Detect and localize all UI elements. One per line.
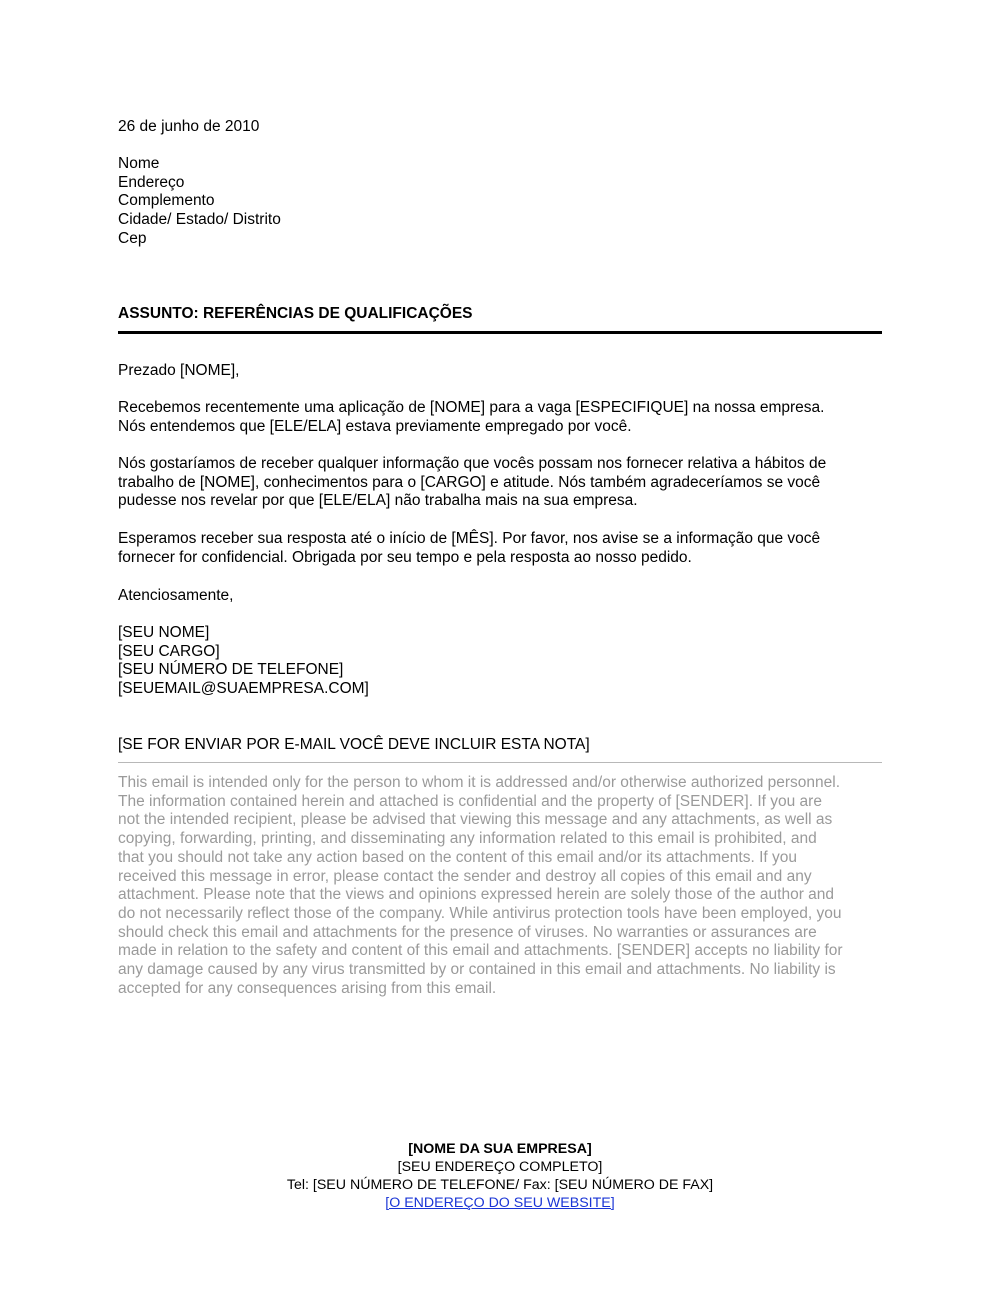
- signature-name: [SEU NOME]: [118, 624, 210, 641]
- footer-website-link[interactable]: [O ENDEREÇO DO SEU WEBSITE]: [385, 1195, 615, 1211]
- paragraph-line: trabalho de [NOME], conhecimentos para o [CARGO] e atitude. Nós também agradeceríamos se você: [118, 473, 821, 491]
- letter-page: [118, 0, 882, 1290]
- disclaimer-line: made in relation to the safety and content of this email and attachments. [SENDER] accepts no liability for: [118, 942, 843, 960]
- disclaimer-line: do not necessarily reflect those of the company. While antivirus protection tools have been employed, you: [118, 904, 842, 922]
- paragraph-line: Esperamos receber sua resposta até o início de [MÊS]. Por favor, nos avise se a informação que você: [118, 530, 821, 547]
- subject-divider: [118, 331, 882, 334]
- signature-phone: [SEU NÚMERO DE TELEFONE]: [118, 661, 344, 679]
- recipient-address: [118, 155, 281, 249]
- paragraph-line: Recebemos recentemente uma aplicação de [NOME] para a vaga [ESPECIFIQUE] na nossa empresa.: [118, 399, 825, 416]
- paragraph-line: Nós gostaríamos de receber qualquer informação que vocês possam nos fornecer relativa a hábitos de: [118, 455, 827, 472]
- paragraph-line: Nós entendemos que [ELE/ELA] estava previamente empregado por você.: [118, 417, 632, 435]
- recipient-street: Endereço: [118, 173, 185, 191]
- body-paragraph-3: [118, 530, 888, 567]
- company-footer: [118, 1140, 882, 1212]
- signature-email: [SEUEMAIL@SUAEMPRESA.COM]: [118, 680, 369, 698]
- disclaimer-line: copying, forwarding, printing, and disseminating any information related to this email is prohibited, and: [118, 830, 817, 848]
- body-paragraph-1: [118, 399, 888, 436]
- recipient-zip: Cep: [118, 229, 147, 247]
- footer-company-name: [NOME DA SUA EMPRESA]: [408, 1141, 592, 1157]
- subject-line: ASSUNTO: REFERÊNCIAS DE QUALIFICAÇÕES: [118, 305, 473, 322]
- paragraph-line: pudesse nos revelar por que [ELE/ELA] não trabalha mais na sua empresa.: [118, 492, 638, 510]
- disclaimer-line: not the intended recipient, please be advised that viewing this message and any attachments, as well as: [118, 811, 833, 829]
- salutation: Prezado [NOME],: [118, 362, 240, 379]
- disclaimer-line: accepted for any consequences arising from this email.: [118, 979, 497, 997]
- disclaimer-line: received this message in error, please contact the sender and destroy all copies of this email and any: [118, 867, 812, 885]
- recipient-name: Nome: [118, 155, 160, 172]
- paragraph-line: fornecer for confidencial. Obrigada por seu tempo e pela resposta ao nosso pedido.: [118, 548, 692, 566]
- signature-title: [SEU CARGO]: [118, 642, 220, 660]
- body-paragraph-2: [118, 455, 888, 511]
- closing: Atenciosamente,: [118, 587, 234, 604]
- email-note-divider: [118, 762, 882, 763]
- email-disclaimer: [118, 774, 888, 998]
- footer-contact: Tel: [SEU NÚMERO DE TELEFONE/ Fax: [SEU NÚMERO DE FAX]: [286, 1177, 714, 1193]
- disclaimer-line: The information contained herein and attached is confidential and the property of [SENDER]. If you are: [118, 792, 822, 810]
- disclaimer-line: should check this email and attachments for the presence of viruses. No warranties or assurances are: [118, 923, 817, 941]
- disclaimer-line: any damage caused by any virus transmitted by or contained in this email and attachments. No liability is: [118, 961, 836, 979]
- recipient-city-state: Cidade/ Estado/ Distrito: [118, 211, 281, 229]
- recipient-complement: Complemento: [118, 192, 215, 210]
- footer-address: [SEU ENDEREÇO COMPLETO]: [397, 1159, 603, 1175]
- disclaimer-line: that you should not take any action based on the content of this email and/or its attachments. If you: [118, 848, 797, 866]
- email-note-heading: [SE FOR ENVIAR POR E-MAIL VOCÊ DEVE INCLUIR ESTA NOTA]: [118, 736, 590, 753]
- disclaimer-line: attachment. Please note that the views and opinions expressed herein are solely those of the author and: [118, 886, 835, 904]
- letter-date: 26 de junho de 2010: [118, 118, 260, 135]
- signature-block: [118, 624, 369, 699]
- disclaimer-line: This email is intended only for the person to whom it is addressed and/or otherwise authorized personnel.: [118, 774, 841, 791]
